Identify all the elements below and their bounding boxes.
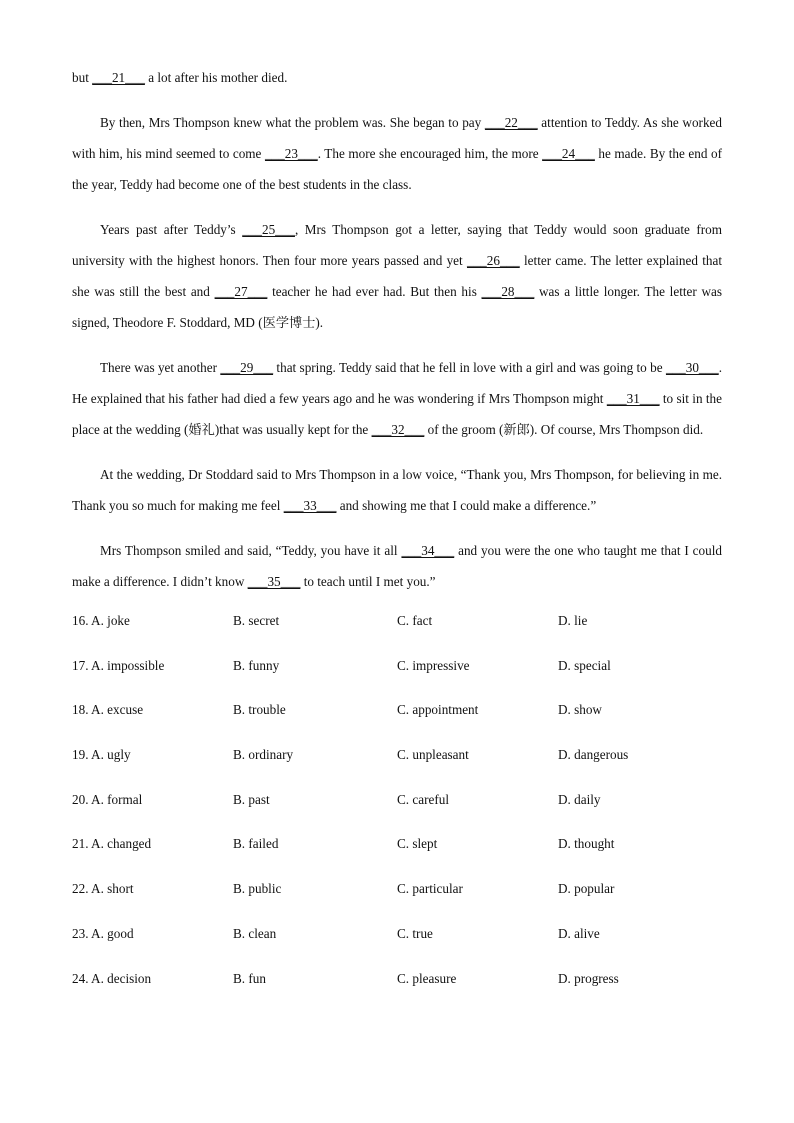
text-run: of the groom (新郎). Of course, Mrs Thompson did.: [424, 422, 704, 437]
blank-32: ___32___: [371, 422, 425, 437]
option-a: 22. A. short: [72, 881, 134, 897]
text-run: Years past after Teddy’s: [100, 222, 243, 237]
blank-35: ___35___: [247, 574, 301, 589]
blank-28: ___28___: [481, 284, 535, 299]
option-a: 21. A. changed: [72, 836, 152, 852]
blank-33: ___33___: [283, 498, 337, 513]
text-run: but: [72, 70, 93, 85]
text-run: There was yet another: [100, 360, 221, 375]
question-row: [72, 792, 722, 837]
option-b: B. failed: [233, 836, 279, 852]
blank-31: ___31___: [606, 391, 660, 406]
blank-22: ___22___: [484, 115, 538, 130]
blank-34: ___34___: [401, 543, 455, 558]
option-c: C. appointment: [397, 702, 479, 718]
question-row: [72, 971, 722, 1016]
option-a: 20. A. formal: [72, 791, 143, 807]
option-b: B. ordinary: [233, 747, 294, 763]
option-d: D. daily: [558, 791, 601, 807]
option-a: 19. A. ugly: [72, 747, 131, 763]
question-row: [72, 658, 722, 703]
option-a: 24. A. decision: [72, 970, 152, 986]
question-row: [72, 881, 722, 926]
text-run: and you were the one who taught me that I could make a difference. I didn’t know: [72, 543, 722, 589]
text-run: teacher he had ever had. But then his: [267, 284, 482, 299]
option-d: D. popular: [558, 881, 615, 897]
passage-paragraph: [72, 459, 722, 521]
question-row: [72, 613, 722, 658]
blank-24: ___24___: [542, 146, 595, 161]
passage-paragraph: [72, 62, 722, 93]
blank-25: ___25___: [242, 222, 295, 237]
option-b: B. funny: [233, 657, 280, 673]
option-a: 23. A. good: [72, 925, 134, 941]
blank-27: ___27___: [214, 284, 268, 299]
blank-26: ___26___: [466, 253, 520, 268]
passage-paragraph: [72, 214, 722, 338]
option-b: B. fun: [233, 970, 266, 986]
option-c: C. unpleasant: [397, 747, 469, 763]
option-c: C. particular: [397, 881, 463, 897]
option-b: B. trouble: [233, 702, 286, 718]
question-row: [72, 926, 722, 971]
text-run: to teach until I met you.”: [300, 574, 436, 589]
option-d: D. progress: [558, 970, 619, 986]
option-b: B. secret: [233, 613, 280, 628]
text-run: that spring. Teddy said that he fell in love with a girl and was going to be: [273, 360, 666, 375]
option-a: 16. A. joke: [72, 613, 130, 628]
option-a: 18. A. excuse: [72, 702, 144, 718]
text-run: and showing me that I could make a difference.”: [336, 498, 597, 513]
option-c: C. pleasure: [397, 970, 457, 986]
question-row: [72, 747, 722, 792]
text-run: Mrs Thompson smiled and said, “Teddy, you have it all: [100, 543, 402, 558]
option-b: B. public: [233, 881, 282, 897]
text-run: . He explained that his father had died a few years ago and he was wondering if Mrs Thompson might: [72, 360, 722, 406]
passage-paragraph: [72, 352, 722, 445]
option-c: C. fact: [397, 613, 433, 628]
text-run: was a little longer. The letter was signed, Theodore F. Stoddard, MD (医学博士).: [72, 284, 722, 330]
text-run: . The more she encouraged him, the more: [317, 146, 543, 161]
exam-page: [72, 62, 722, 1015]
passage-paragraph: [72, 107, 722, 200]
text-run: attention to Teddy. As she worked with him, his mind seemed to come: [72, 115, 722, 161]
text-run: At the wedding, Dr Stoddard said to Mrs Thompson in a low voice, “Thank you, Mrs Thompson, for believing in me. Thank you so much for making me feel: [72, 467, 722, 513]
blank-29: ___29___: [220, 360, 274, 375]
question-row: [72, 702, 722, 747]
question-row: [72, 836, 722, 881]
blank-23: ___23___: [264, 146, 318, 161]
option-d: D. thought: [558, 836, 615, 852]
text-run: letter came. The letter explained that she was still the best and: [72, 253, 722, 299]
options-list: [72, 613, 722, 1015]
option-c: C. slept: [397, 836, 438, 852]
passage-paragraph: [72, 535, 722, 597]
option-d: D. alive: [558, 925, 600, 941]
text-run: , Mrs Thompson got a letter, saying that Teddy would soon graduate from university with the highest honors. Then four more years passed and yet: [72, 222, 723, 268]
option-d: D. show: [558, 702, 602, 718]
option-d: D. dangerous: [558, 747, 629, 763]
blank-30: ___30___: [665, 360, 719, 375]
option-c: C. careful: [397, 791, 449, 807]
text-run: By then, Mrs Thompson knew what the problem was. She began to pay: [100, 115, 485, 130]
text-run: he made. By the end of the year, Teddy had become one of the best students in the class.: [72, 146, 722, 192]
option-b: B. past: [233, 791, 270, 807]
option-c: C. impressive: [397, 657, 470, 673]
text-run: a lot after his mother died.: [144, 70, 288, 85]
blank-21: ___21___: [92, 70, 145, 85]
option-d: D. special: [558, 657, 611, 673]
text-run: to sit in the place at the wedding (婚礼)that was usually kept for the: [72, 391, 722, 437]
option-b: B. clean: [233, 925, 277, 941]
option-d: D. lie: [558, 613, 588, 628]
option-c: C. true: [397, 925, 433, 941]
option-a: 17. A. impossible: [72, 657, 165, 673]
